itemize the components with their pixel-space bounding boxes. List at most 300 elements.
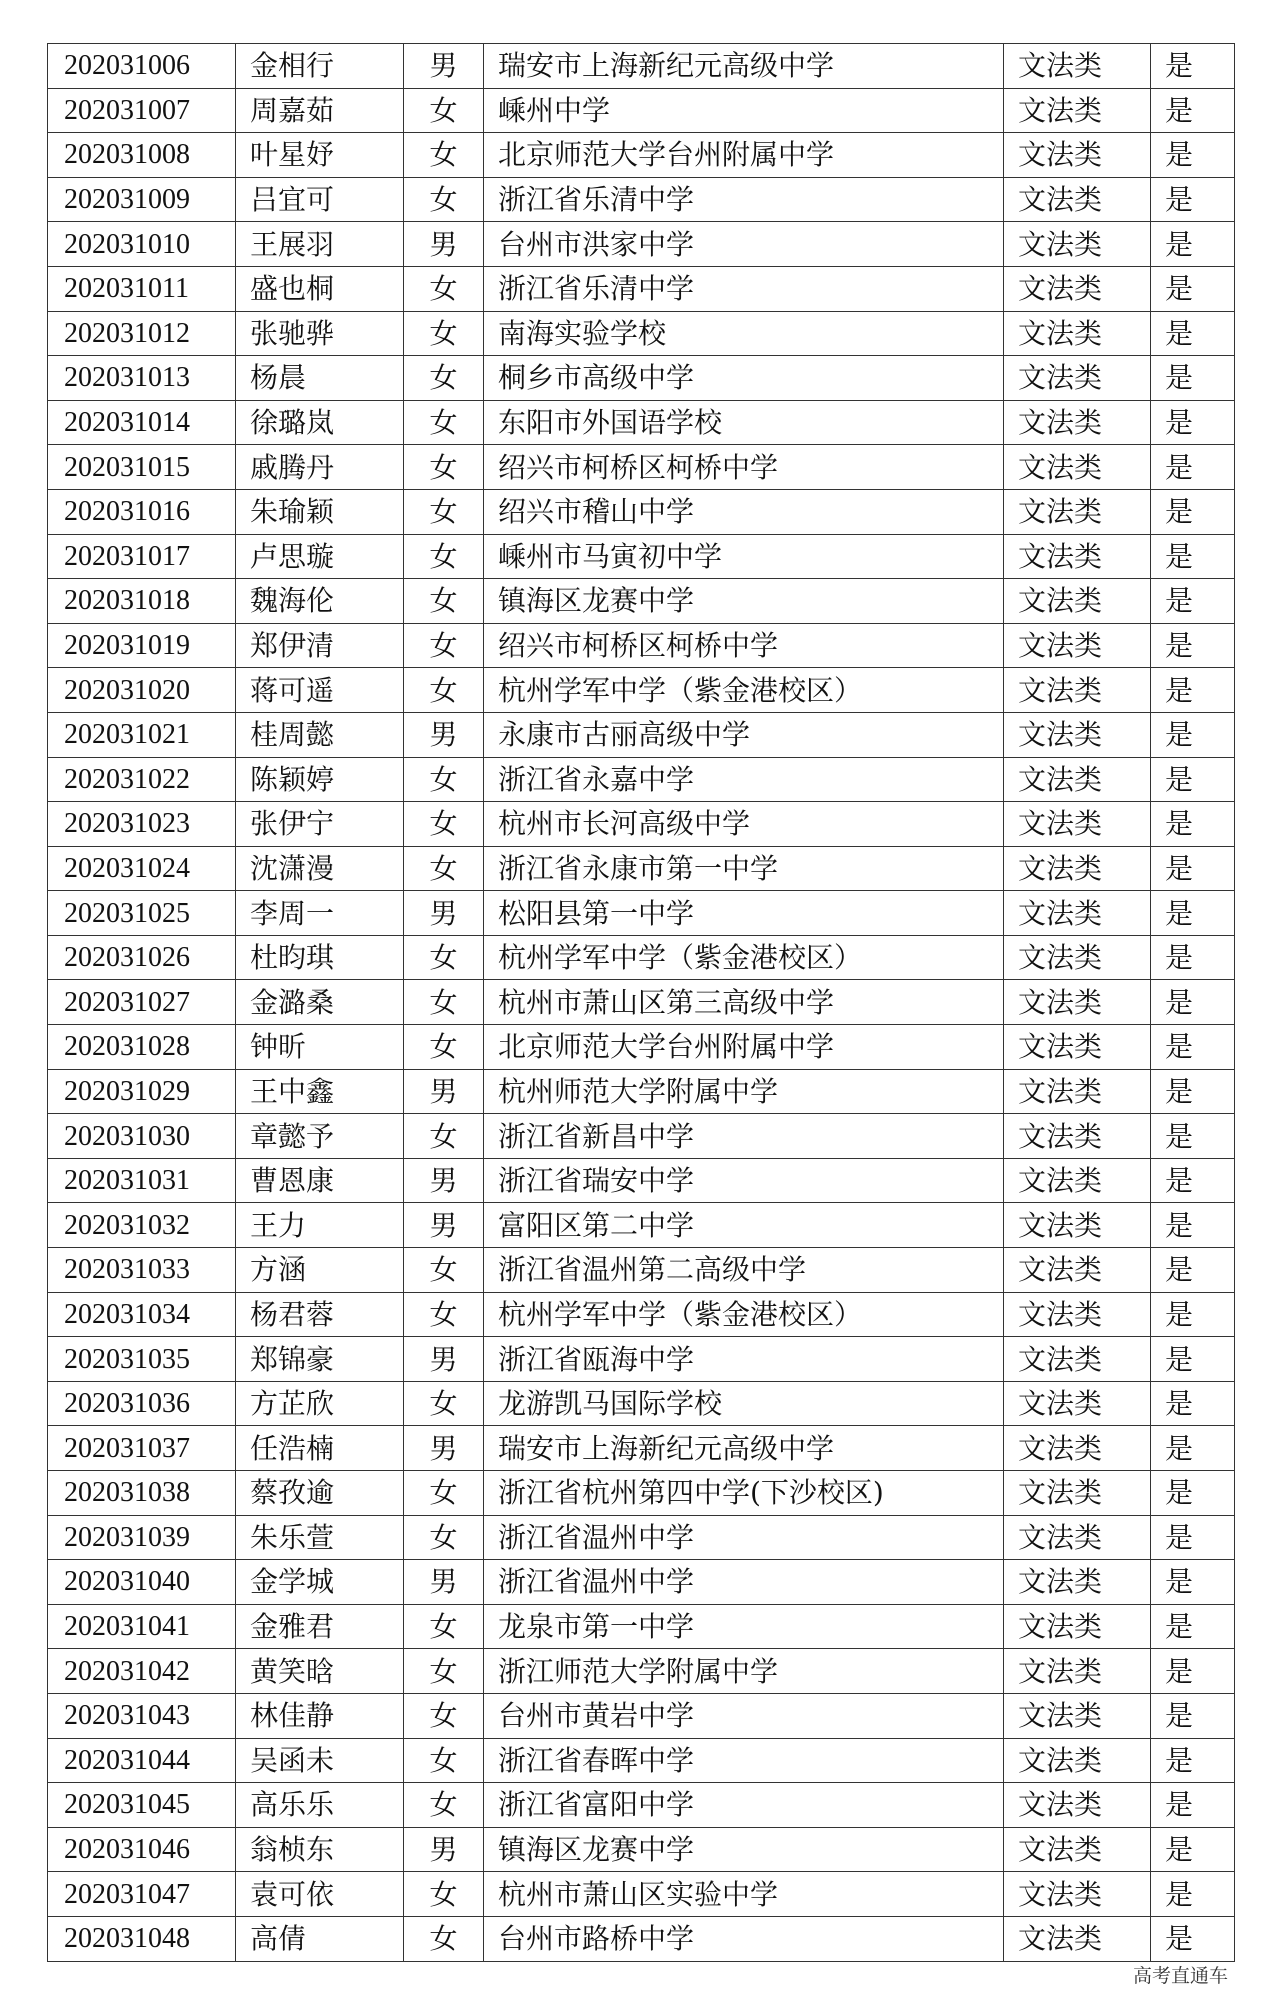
cell-school: 杭州学军中学（紫金港校区） [484,668,1004,713]
cell-category: 文法类 [1004,489,1151,534]
table-row [48,1158,1235,1203]
cell-category: 文法类 [1004,802,1151,847]
cell-candidate-id: 202031043 [48,1693,236,1738]
cell-candidate-id: 202031024 [48,846,236,891]
cell-school: 镇海区龙赛中学 [484,579,1004,624]
cell-name: 翁桢东 [236,1827,404,1872]
cell-gender: 男 [404,1158,484,1203]
cell-category: 文法类 [1004,1292,1151,1337]
candidate-table-body [48,44,1235,1962]
cell-name: 金学城 [236,1560,404,1605]
cell-qualified: 是 [1151,1515,1235,1560]
cell-candidate-id: 202031012 [48,311,236,356]
cell-name: 金潞桑 [236,980,404,1025]
cell-qualified: 是 [1151,1248,1235,1293]
table-row [48,1069,1235,1114]
cell-name: 张驰骅 [236,311,404,356]
cell-school: 嵊州中学 [484,88,1004,133]
cell-school: 瑞安市上海新纪元高级中学 [484,1426,1004,1471]
cell-gender: 女 [404,1292,484,1337]
table-row [48,757,1235,802]
cell-gender: 女 [404,489,484,534]
cell-gender: 女 [404,980,484,1025]
cell-name: 高乐乐 [236,1783,404,1828]
cell-category: 文法类 [1004,1025,1151,1070]
cell-category: 文法类 [1004,1693,1151,1738]
cell-school: 台州市路桥中学 [484,1916,1004,1961]
cell-candidate-id: 202031045 [48,1783,236,1828]
cell-gender: 女 [404,846,484,891]
cell-name: 高倩 [236,1916,404,1961]
table-row [48,623,1235,668]
cell-school: 浙江省春晖中学 [484,1738,1004,1783]
roster-sheet [47,43,1234,1962]
cell-gender: 女 [404,1025,484,1070]
table-row [48,1114,1235,1159]
cell-gender: 女 [404,1916,484,1961]
cell-name: 郑锦豪 [236,1337,404,1382]
table-row [48,1337,1235,1382]
cell-candidate-id: 202031014 [48,400,236,445]
cell-name: 杨君蓉 [236,1292,404,1337]
cell-school: 南海实验学校 [484,311,1004,356]
cell-school: 东阳市外国语学校 [484,400,1004,445]
table-row [48,1604,1235,1649]
cell-candidate-id: 202031008 [48,133,236,178]
cell-school: 嵊州市马寅初中学 [484,534,1004,579]
cell-qualified: 是 [1151,1471,1235,1516]
cell-qualified: 是 [1151,400,1235,445]
cell-name: 曹恩康 [236,1158,404,1203]
cell-name: 李周一 [236,891,404,936]
cell-category: 文法类 [1004,311,1151,356]
cell-gender: 男 [404,1560,484,1605]
cell-category: 文法类 [1004,891,1151,936]
cell-school: 杭州市萧山区实验中学 [484,1872,1004,1917]
cell-gender: 男 [404,222,484,267]
cell-candidate-id: 202031017 [48,534,236,579]
cell-qualified: 是 [1151,980,1235,1025]
cell-qualified: 是 [1151,44,1235,89]
cell-candidate-id: 202031031 [48,1158,236,1203]
table-row [48,1916,1235,1961]
table-row [48,1515,1235,1560]
cell-school: 镇海区龙赛中学 [484,1827,1004,1872]
cell-candidate-id: 202031025 [48,891,236,936]
cell-gender: 女 [404,623,484,668]
cell-candidate-id: 202031007 [48,88,236,133]
table-row [48,222,1235,267]
cell-gender: 女 [404,1114,484,1159]
cell-gender: 女 [404,177,484,222]
cell-gender: 男 [404,1337,484,1382]
cell-qualified: 是 [1151,1827,1235,1872]
cell-candidate-id: 202031027 [48,980,236,1025]
cell-category: 文法类 [1004,1158,1151,1203]
cell-category: 文法类 [1004,846,1151,891]
table-row [48,1203,1235,1248]
cell-school: 浙江省温州中学 [484,1515,1004,1560]
cell-qualified: 是 [1151,133,1235,178]
cell-school: 浙江省乐清中学 [484,177,1004,222]
cell-category: 文法类 [1004,1560,1151,1605]
cell-name: 吕宜可 [236,177,404,222]
cell-category: 文法类 [1004,1649,1151,1694]
cell-gender: 女 [404,445,484,490]
cell-school: 浙江省富阳中学 [484,1783,1004,1828]
cell-gender: 男 [404,1203,484,1248]
cell-gender: 女 [404,400,484,445]
cell-qualified: 是 [1151,1069,1235,1114]
cell-name: 杨晨 [236,356,404,401]
cell-qualified: 是 [1151,1649,1235,1694]
cell-candidate-id: 202031026 [48,935,236,980]
cell-name: 戚腾丹 [236,445,404,490]
cell-name: 王中鑫 [236,1069,404,1114]
cell-school: 浙江省永康市第一中学 [484,846,1004,891]
cell-name: 桂周懿 [236,712,404,757]
cell-category: 文法类 [1004,1604,1151,1649]
table-row [48,88,1235,133]
cell-candidate-id: 202031013 [48,356,236,401]
cell-school: 浙江省瑞安中学 [484,1158,1004,1203]
cell-category: 文法类 [1004,534,1151,579]
cell-school: 杭州学军中学（紫金港校区） [484,935,1004,980]
cell-school: 北京师范大学台州附属中学 [484,133,1004,178]
cell-school: 杭州学军中学（紫金港校区） [484,1292,1004,1337]
cell-candidate-id: 202031006 [48,44,236,89]
cell-qualified: 是 [1151,1203,1235,1248]
cell-qualified: 是 [1151,846,1235,891]
table-row [48,177,1235,222]
cell-gender: 男 [404,1827,484,1872]
cell-gender: 女 [404,88,484,133]
cell-category: 文法类 [1004,668,1151,713]
cell-qualified: 是 [1151,88,1235,133]
cell-candidate-id: 202031010 [48,222,236,267]
table-row [48,1471,1235,1516]
cell-qualified: 是 [1151,489,1235,534]
table-row [48,1560,1235,1605]
cell-school: 北京师范大学台州附属中学 [484,1025,1004,1070]
cell-name: 金相行 [236,44,404,89]
table-row [48,1738,1235,1783]
cell-name: 卢思璇 [236,534,404,579]
cell-category: 文法类 [1004,1426,1151,1471]
cell-qualified: 是 [1151,1693,1235,1738]
table-row [48,935,1235,980]
cell-gender: 女 [404,1693,484,1738]
cell-name: 杜昀琪 [236,935,404,980]
cell-qualified: 是 [1151,668,1235,713]
cell-school: 绍兴市稽山中学 [484,489,1004,534]
cell-category: 文法类 [1004,1114,1151,1159]
cell-qualified: 是 [1151,1783,1235,1828]
cell-category: 文法类 [1004,222,1151,267]
cell-school: 绍兴市柯桥区柯桥中学 [484,445,1004,490]
cell-qualified: 是 [1151,1872,1235,1917]
cell-category: 文法类 [1004,445,1151,490]
cell-gender: 女 [404,1738,484,1783]
cell-name: 袁可依 [236,1872,404,1917]
table-row [48,1783,1235,1828]
cell-qualified: 是 [1151,1025,1235,1070]
table-row [48,1248,1235,1293]
cell-category: 文法类 [1004,400,1151,445]
cell-qualified: 是 [1151,1381,1235,1426]
cell-candidate-id: 202031018 [48,579,236,624]
table-row [48,266,1235,311]
cell-name: 金雅君 [236,1604,404,1649]
cell-gender: 男 [404,891,484,936]
cell-category: 文法类 [1004,1827,1151,1872]
cell-school: 台州市黄岩中学 [484,1693,1004,1738]
cell-qualified: 是 [1151,1114,1235,1159]
cell-category: 文法类 [1004,1069,1151,1114]
cell-qualified: 是 [1151,1560,1235,1605]
cell-qualified: 是 [1151,222,1235,267]
table-row [48,400,1235,445]
cell-gender: 女 [404,579,484,624]
cell-category: 文法类 [1004,1248,1151,1293]
cell-name: 周嘉茹 [236,88,404,133]
cell-category: 文法类 [1004,1471,1151,1516]
cell-candidate-id: 202031037 [48,1426,236,1471]
cell-name: 方芷欣 [236,1381,404,1426]
cell-category: 文法类 [1004,177,1151,222]
cell-category: 文法类 [1004,266,1151,311]
table-row [48,445,1235,490]
cell-category: 文法类 [1004,1738,1151,1783]
cell-school: 浙江省温州第二高级中学 [484,1248,1004,1293]
cell-candidate-id: 202031030 [48,1114,236,1159]
cell-qualified: 是 [1151,1426,1235,1471]
table-row [48,1381,1235,1426]
table-row [48,802,1235,847]
cell-category: 文法类 [1004,44,1151,89]
cell-school: 松阳县第一中学 [484,891,1004,936]
table-row [48,1025,1235,1070]
cell-gender: 女 [404,1515,484,1560]
cell-qualified: 是 [1151,356,1235,401]
cell-category: 文法类 [1004,1381,1151,1426]
cell-qualified: 是 [1151,1916,1235,1961]
cell-name: 盛也桐 [236,266,404,311]
table-row [48,1693,1235,1738]
table-row [48,489,1235,534]
cell-name: 沈潇漫 [236,846,404,891]
cell-qualified: 是 [1151,311,1235,356]
table-row [48,1827,1235,1872]
cell-school: 杭州市萧山区第三高级中学 [484,980,1004,1025]
watermark-text: 高考直通车 [1132,1965,1228,1987]
table-row [48,44,1235,89]
table-row [48,668,1235,713]
cell-candidate-id: 202031033 [48,1248,236,1293]
cell-gender: 女 [404,1872,484,1917]
cell-category: 文法类 [1004,980,1151,1025]
cell-candidate-id: 202031035 [48,1337,236,1382]
table-row [48,579,1235,624]
cell-gender: 女 [404,1471,484,1516]
cell-candidate-id: 202031015 [48,445,236,490]
cell-category: 文法类 [1004,1515,1151,1560]
cell-school: 龙游凯马国际学校 [484,1381,1004,1426]
cell-qualified: 是 [1151,534,1235,579]
cell-name: 蒋可遥 [236,668,404,713]
cell-category: 文法类 [1004,1872,1151,1917]
table-row [48,1649,1235,1694]
cell-school: 永康市古丽高级中学 [484,712,1004,757]
cell-candidate-id: 202031016 [48,489,236,534]
cell-gender: 女 [404,133,484,178]
cell-school: 浙江省永嘉中学 [484,757,1004,802]
cell-category: 文法类 [1004,1783,1151,1828]
cell-name: 任浩楠 [236,1426,404,1471]
cell-school: 浙江省新昌中学 [484,1114,1004,1159]
cell-gender: 女 [404,311,484,356]
cell-category: 文法类 [1004,935,1151,980]
cell-school: 龙泉市第一中学 [484,1604,1004,1649]
cell-category: 文法类 [1004,356,1151,401]
cell-name: 张伊宁 [236,802,404,847]
cell-gender: 女 [404,757,484,802]
cell-name: 林佳静 [236,1693,404,1738]
cell-candidate-id: 202031038 [48,1471,236,1516]
cell-gender: 女 [404,356,484,401]
cell-name: 黄笑晗 [236,1649,404,1694]
table-row [48,712,1235,757]
cell-gender: 女 [404,1248,484,1293]
cell-school: 台州市洪家中学 [484,222,1004,267]
cell-gender: 女 [404,935,484,980]
cell-category: 文法类 [1004,1337,1151,1382]
cell-candidate-id: 202031040 [48,1560,236,1605]
cell-qualified: 是 [1151,1738,1235,1783]
cell-name: 郑伊清 [236,623,404,668]
cell-category: 文法类 [1004,133,1151,178]
cell-name: 王力 [236,1203,404,1248]
cell-qualified: 是 [1151,757,1235,802]
cell-category: 文法类 [1004,1916,1151,1961]
cell-qualified: 是 [1151,1158,1235,1203]
table-row [48,846,1235,891]
cell-qualified: 是 [1151,712,1235,757]
cell-category: 文法类 [1004,1203,1151,1248]
cell-candidate-id: 202031023 [48,802,236,847]
cell-qualified: 是 [1151,579,1235,624]
table-row [48,133,1235,178]
cell-gender: 女 [404,1649,484,1694]
cell-school: 浙江省温州中学 [484,1560,1004,1605]
candidate-table [47,43,1235,1962]
cell-gender: 女 [404,266,484,311]
cell-qualified: 是 [1151,1292,1235,1337]
table-row [48,356,1235,401]
cell-gender: 男 [404,1426,484,1471]
cell-gender: 男 [404,1069,484,1114]
cell-candidate-id: 202031042 [48,1649,236,1694]
cell-candidate-id: 202031019 [48,623,236,668]
cell-qualified: 是 [1151,802,1235,847]
cell-candidate-id: 202031011 [48,266,236,311]
cell-gender: 女 [404,1381,484,1426]
table-row [48,1426,1235,1471]
cell-candidate-id: 202031021 [48,712,236,757]
cell-category: 文法类 [1004,88,1151,133]
cell-qualified: 是 [1151,266,1235,311]
table-row [48,534,1235,579]
cell-qualified: 是 [1151,623,1235,668]
cell-name: 章懿予 [236,1114,404,1159]
cell-name: 钟昕 [236,1025,404,1070]
cell-gender: 女 [404,1604,484,1649]
cell-candidate-id: 202031048 [48,1916,236,1961]
cell-category: 文法类 [1004,712,1151,757]
cell-school: 桐乡市高级中学 [484,356,1004,401]
cell-candidate-id: 202031044 [48,1738,236,1783]
cell-school: 浙江省杭州第四中学(下沙校区) [484,1471,1004,1516]
cell-name: 吴函未 [236,1738,404,1783]
cell-candidate-id: 202031032 [48,1203,236,1248]
cell-candidate-id: 202031028 [48,1025,236,1070]
cell-school: 绍兴市柯桥区柯桥中学 [484,623,1004,668]
cell-candidate-id: 202031047 [48,1872,236,1917]
cell-name: 魏海伦 [236,579,404,624]
cell-school: 杭州师范大学附属中学 [484,1069,1004,1114]
cell-gender: 男 [404,712,484,757]
cell-candidate-id: 202031020 [48,668,236,713]
cell-candidate-id: 202031041 [48,1604,236,1649]
cell-name: 方涵 [236,1248,404,1293]
cell-name: 徐璐岚 [236,400,404,445]
cell-gender: 男 [404,44,484,89]
cell-candidate-id: 202031036 [48,1381,236,1426]
cell-gender: 女 [404,802,484,847]
cell-name: 陈颖婷 [236,757,404,802]
cell-school: 浙江省乐清中学 [484,266,1004,311]
table-row [48,980,1235,1025]
cell-candidate-id: 202031034 [48,1292,236,1337]
cell-category: 文法类 [1004,623,1151,668]
cell-qualified: 是 [1151,1604,1235,1649]
table-row [48,1872,1235,1917]
cell-qualified: 是 [1151,445,1235,490]
cell-candidate-id: 202031022 [48,757,236,802]
cell-gender: 女 [404,668,484,713]
cell-school: 浙江师范大学附属中学 [484,1649,1004,1694]
cell-name: 蔡孜逾 [236,1471,404,1516]
cell-candidate-id: 202031039 [48,1515,236,1560]
cell-candidate-id: 202031046 [48,1827,236,1872]
cell-category: 文法类 [1004,579,1151,624]
cell-name: 朱乐萱 [236,1515,404,1560]
table-row [48,891,1235,936]
cell-candidate-id: 202031009 [48,177,236,222]
cell-school: 富阳区第二中学 [484,1203,1004,1248]
cell-qualified: 是 [1151,891,1235,936]
cell-candidate-id: 202031029 [48,1069,236,1114]
cell-gender: 女 [404,534,484,579]
cell-name: 王展羽 [236,222,404,267]
cell-name: 朱瑜颖 [236,489,404,534]
cell-school: 杭州市长河高级中学 [484,802,1004,847]
cell-school: 瑞安市上海新纪元高级中学 [484,44,1004,89]
cell-gender: 女 [404,1783,484,1828]
cell-school: 浙江省瓯海中学 [484,1337,1004,1382]
table-row [48,1292,1235,1337]
cell-qualified: 是 [1151,1337,1235,1382]
